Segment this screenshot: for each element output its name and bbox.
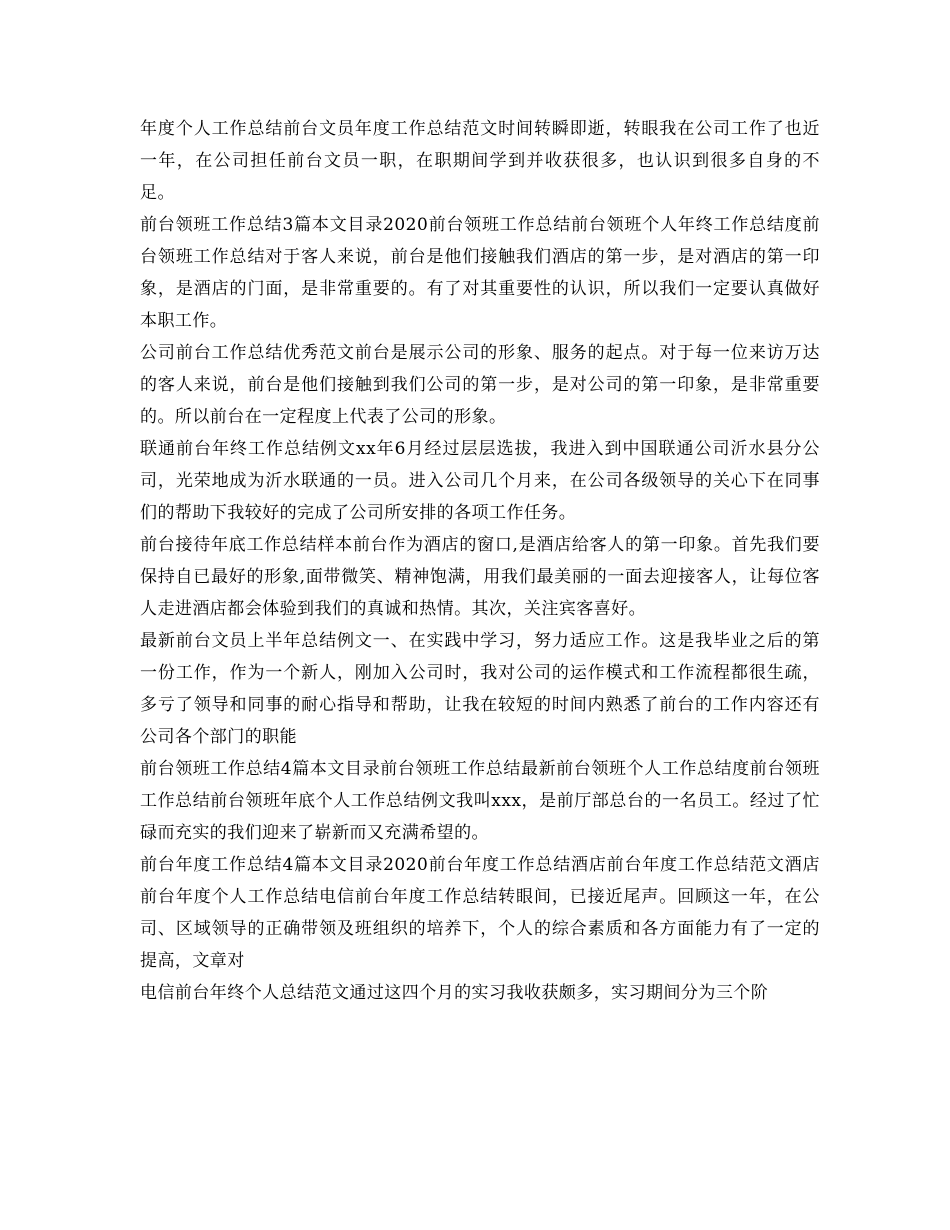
paragraph-8: 前台年度工作总结4篇本文目录2020前台年度工作总结酒店前台年度工作总结范文酒店前台年度个人工作总结电信前台年度工作总结转眼间，已接近尾声。回顾这一年，在公司、区域领导的正确带领及班组织的培养下，个人的综合素质和各方面能力有了一定的提高，文章对	[140, 855, 820, 971]
paragraph-2: 前台领班工作总结3篇本文目录2020前台领班工作总结前台领班个人年终工作总结度前台领班工作总结对于客人来说，前台是他们接触我们酒店的第一步，是对酒店的第一印象，是酒店的门面，是非常重要的。有了对其重要性的认识，所以我们一定要认真做好本职工作。	[140, 215, 820, 331]
paragraph-9: 电信前台年终个人总结范文通过这四个月的实习我收获颇多，实习期间分为三个阶	[140, 983, 769, 1003]
paragraph-3: 公司前台工作总结优秀范文前台是展示公司的形象、服务的起点。对于每一位来访万达的客人来说，前台是他们接触到我们公司的第一步，是对公司的第一印象，是非常重要的。所以前台在一定程度上代表了公司的形象。	[140, 343, 820, 427]
paragraph-6: 最新前台文员上半年总结例文一、在实践中学习，努力适应工作。这是我毕业之后的第一份工作，作为一个新人，刚加入公司时，我对公司的运作模式和工作流程都很生疏，多亏了领导和同事的耐心指导和帮助，让我在较短的时间内熟悉了前台的工作内容还有公司各个部门的职能	[140, 631, 820, 747]
document-body	[140, 113, 820, 1009]
paragraph-1: 年度个人工作总结前台文员年度工作总结范文时间转瞬即逝，转眼我在公司工作了也近一年，在公司担任前台文员一职，在职期间学到并收获很多，也认识到很多自身的不足。	[140, 119, 820, 203]
paragraph-5: 前台接待年底工作总结样本前台作为酒店的窗口,是酒店给客人的第一印象。首先我们要保持自已最好的形象,面带微笑、精神饱满，用我们最美丽的一面去迎接客人，让每位客人走进酒店都会体验到我们的真诚和热情。其次，关注宾客喜好。	[140, 535, 820, 619]
paragraph-7: 前台领班工作总结4篇本文目录前台领班工作总结最新前台领班个人工作总结度前台领班工作总结前台领班年底个人工作总结例文我叫xxx，是前厅部总台的一名员工。经过了忙碌而充实的我们迎来了崭新而又充满希望的。	[140, 759, 820, 843]
paragraph-4: 联通前台年终工作总结例文xx年6月经过层层选拔，我进入到中国联通公司沂水县分公司，光荣地成为沂水联通的一员。进入公司几个月来，在公司各级领导的关心下在同事们的帮助下我较好的完成了公司所安排的各项工作任务。	[140, 439, 820, 523]
